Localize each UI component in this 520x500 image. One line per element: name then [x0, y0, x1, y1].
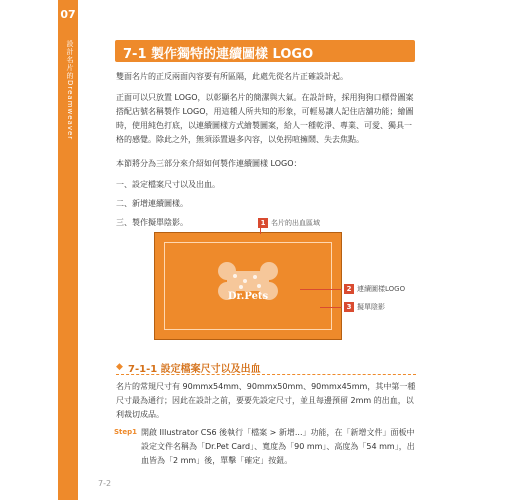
overview-paragraph: 本節將分為三部分來介紹如何製作連續圖樣 LOGO：	[116, 159, 302, 168]
callout-label: 連續圖樣LOGO	[357, 285, 406, 293]
step-label: Step1	[114, 428, 138, 436]
logo-text: Dr.Pets	[227, 291, 269, 302]
chapter-title: 設計名片的Dreamweaver	[66, 40, 74, 141]
callout-1	[258, 218, 320, 228]
list-item-3: 三、製作擬單陰影。	[116, 218, 188, 227]
subsection-paragraph: 名片的常規尺寸有 90mmx54mm、90mmx50mm、90mmx45mm，其中第一種尺寸最為通行；因此在設計之前，要要先設定尺寸，並且每邊預留 2mm 的出血，以利裁切成品。	[116, 382, 416, 419]
diamond-icon: ◆	[116, 362, 123, 372]
callout-label: 擬單陰影	[357, 303, 385, 311]
subsection-title: 7-1-1 設定檔案尺寸以及出血	[128, 364, 261, 375]
callout-line-3	[320, 307, 342, 308]
section-title-bar	[115, 40, 415, 62]
callout-label: 名片的出血區域	[271, 219, 320, 227]
subsection-heading	[116, 360, 416, 375]
callout-number: 2	[344, 284, 354, 294]
business-card-illustration	[154, 232, 342, 340]
callout-3	[344, 302, 385, 312]
bone-logo-icon	[213, 251, 283, 311]
section-title: 7-1 製作獨特的連續圖樣 LOGO	[123, 47, 314, 62]
body-paragraph: 正面可以只放置 LOGO，以彰顯名片的簡潔與大氣。在設計時，採用狗狗口標骨圖案搭配店號名稱製作 LOGO，用這種人所共知的形象，可輕易讓人記住店舖功能；繪圖時，使用純色打底，以連續圖樣方式繪製圖案，給人一種乾淨、專業、可愛、獨具一格的感覺。除此之外，無須添置過多內容，以免拐喧擁鬧、失去焦點。	[116, 93, 414, 144]
chapter-side-band	[58, 0, 78, 500]
intro-paragraph: 雙面名片的正反兩面內容要有所區隔，此處先從名片正確設計起。	[116, 72, 348, 81]
callout-number: 3	[344, 302, 354, 312]
callout-number: 1	[258, 218, 268, 228]
step-text: 開啟 Illustrator CS6 後執行「檔案 > 新增...」功能，在「新增文件」面板中設定文件名稱為「Dr.Pet Card」、寬度為「90 mm」、高度為「54 mm」，出血皆為「2 mm」後，單擊「確定」按鈕。	[141, 428, 415, 465]
chapter-number: 07	[60, 8, 76, 21]
callout-2	[344, 284, 405, 294]
list-item-2: 二、新增連續圖樣。	[116, 199, 188, 208]
list-item-1: 一、設定檔案尺寸以及出血。	[116, 180, 220, 189]
page-number: 7-2	[98, 479, 112, 488]
callout-line-2	[300, 289, 342, 290]
